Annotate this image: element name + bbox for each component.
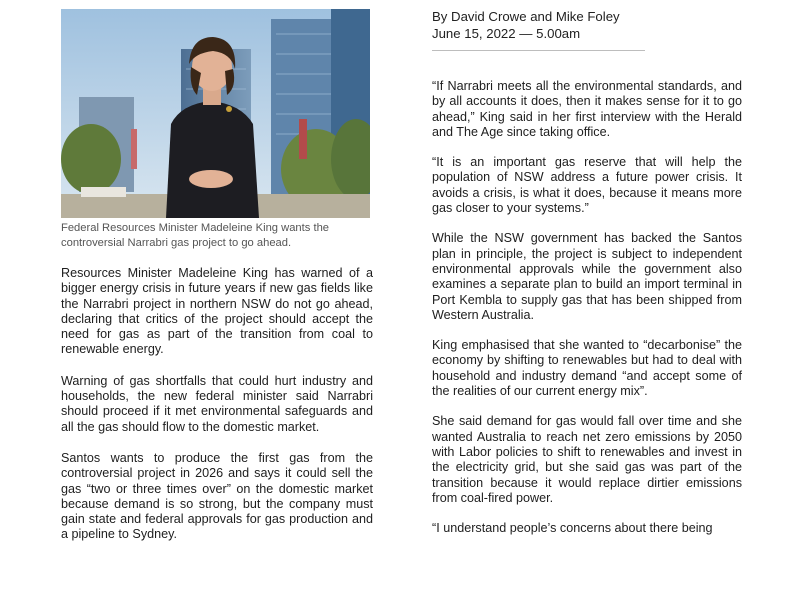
left-column-body	[61, 266, 373, 559]
paragraph: “If Narrabri meets all the environmental standards, and by all accounts it does, then it makes sense for it to go ahead,” King said in her first interview with the Herald and The Age since taking office.	[432, 79, 742, 139]
photo-minister-icon	[61, 9, 370, 218]
paragraph: “It is an important gas reserve that will help the population of NSW address a future power crisis. It avoids a crisis, is what it does, because it means more gas closer to your systems.”	[432, 155, 742, 216]
article-photo	[61, 9, 370, 218]
paragraph: Santos wants to produce the first gas from the controversial project in 2026 and says it could sell the gas “two or three times over” on the domestic market because demand is so strong, but the company must gain state and federal approvals for gas production and a pipeline to Sydney.	[61, 450, 373, 542]
byline-divider	[432, 50, 645, 51]
paragraph: She said demand for gas would fall over time and she wanted Australia to reach net zero emissions by 2050 with Labor policies to shift to renewables and invest in the electricity grid, but she said gas was part of the transition because it would replace dirtier emissions from coal-fired power.	[432, 414, 742, 505]
byline-authors: By David Crowe and Mike Foley	[432, 9, 620, 24]
paragraph: Resources Minister Madeleine King has warned of a bigger energy crisis in future years if new gas fields like the Narrabri project in northern NSW do not go ahead, declaring that critics of the project should accept the need for gas as part of the transition from coal to renewable energy.	[61, 266, 373, 357]
paragraph: While the NSW government has backed the Santos plan in principle, the project is subject to independent environmental approvals while the government also examines a separate plan to build an import terminal in Port Kembla to supply gas that has been shipped from Western Australia.	[432, 231, 742, 322]
photo-caption: Federal Resources Minister Madeleine King wants the controversial Narrabri gas project to go ahead.	[61, 222, 330, 249]
right-column-body	[432, 79, 742, 551]
paragraph: Warning of gas shortfalls that could hurt industry and households, the new federal minister said Narrabri should proceed if it met environmental safeguards and all the gas should flow to the domestic market.	[61, 373, 373, 434]
byline-date: June 15, 2022 — 5.00am	[432, 26, 581, 41]
byline	[432, 8, 692, 42]
paragraph: King emphasised that she wanted to “decarbonise” the economy by shifting to renewables but had to deal with household and industry demand “and accept some of the realities of our current energy mix”.	[432, 338, 742, 399]
paragraph: “I understand people’s concerns about there being	[432, 521, 713, 536]
